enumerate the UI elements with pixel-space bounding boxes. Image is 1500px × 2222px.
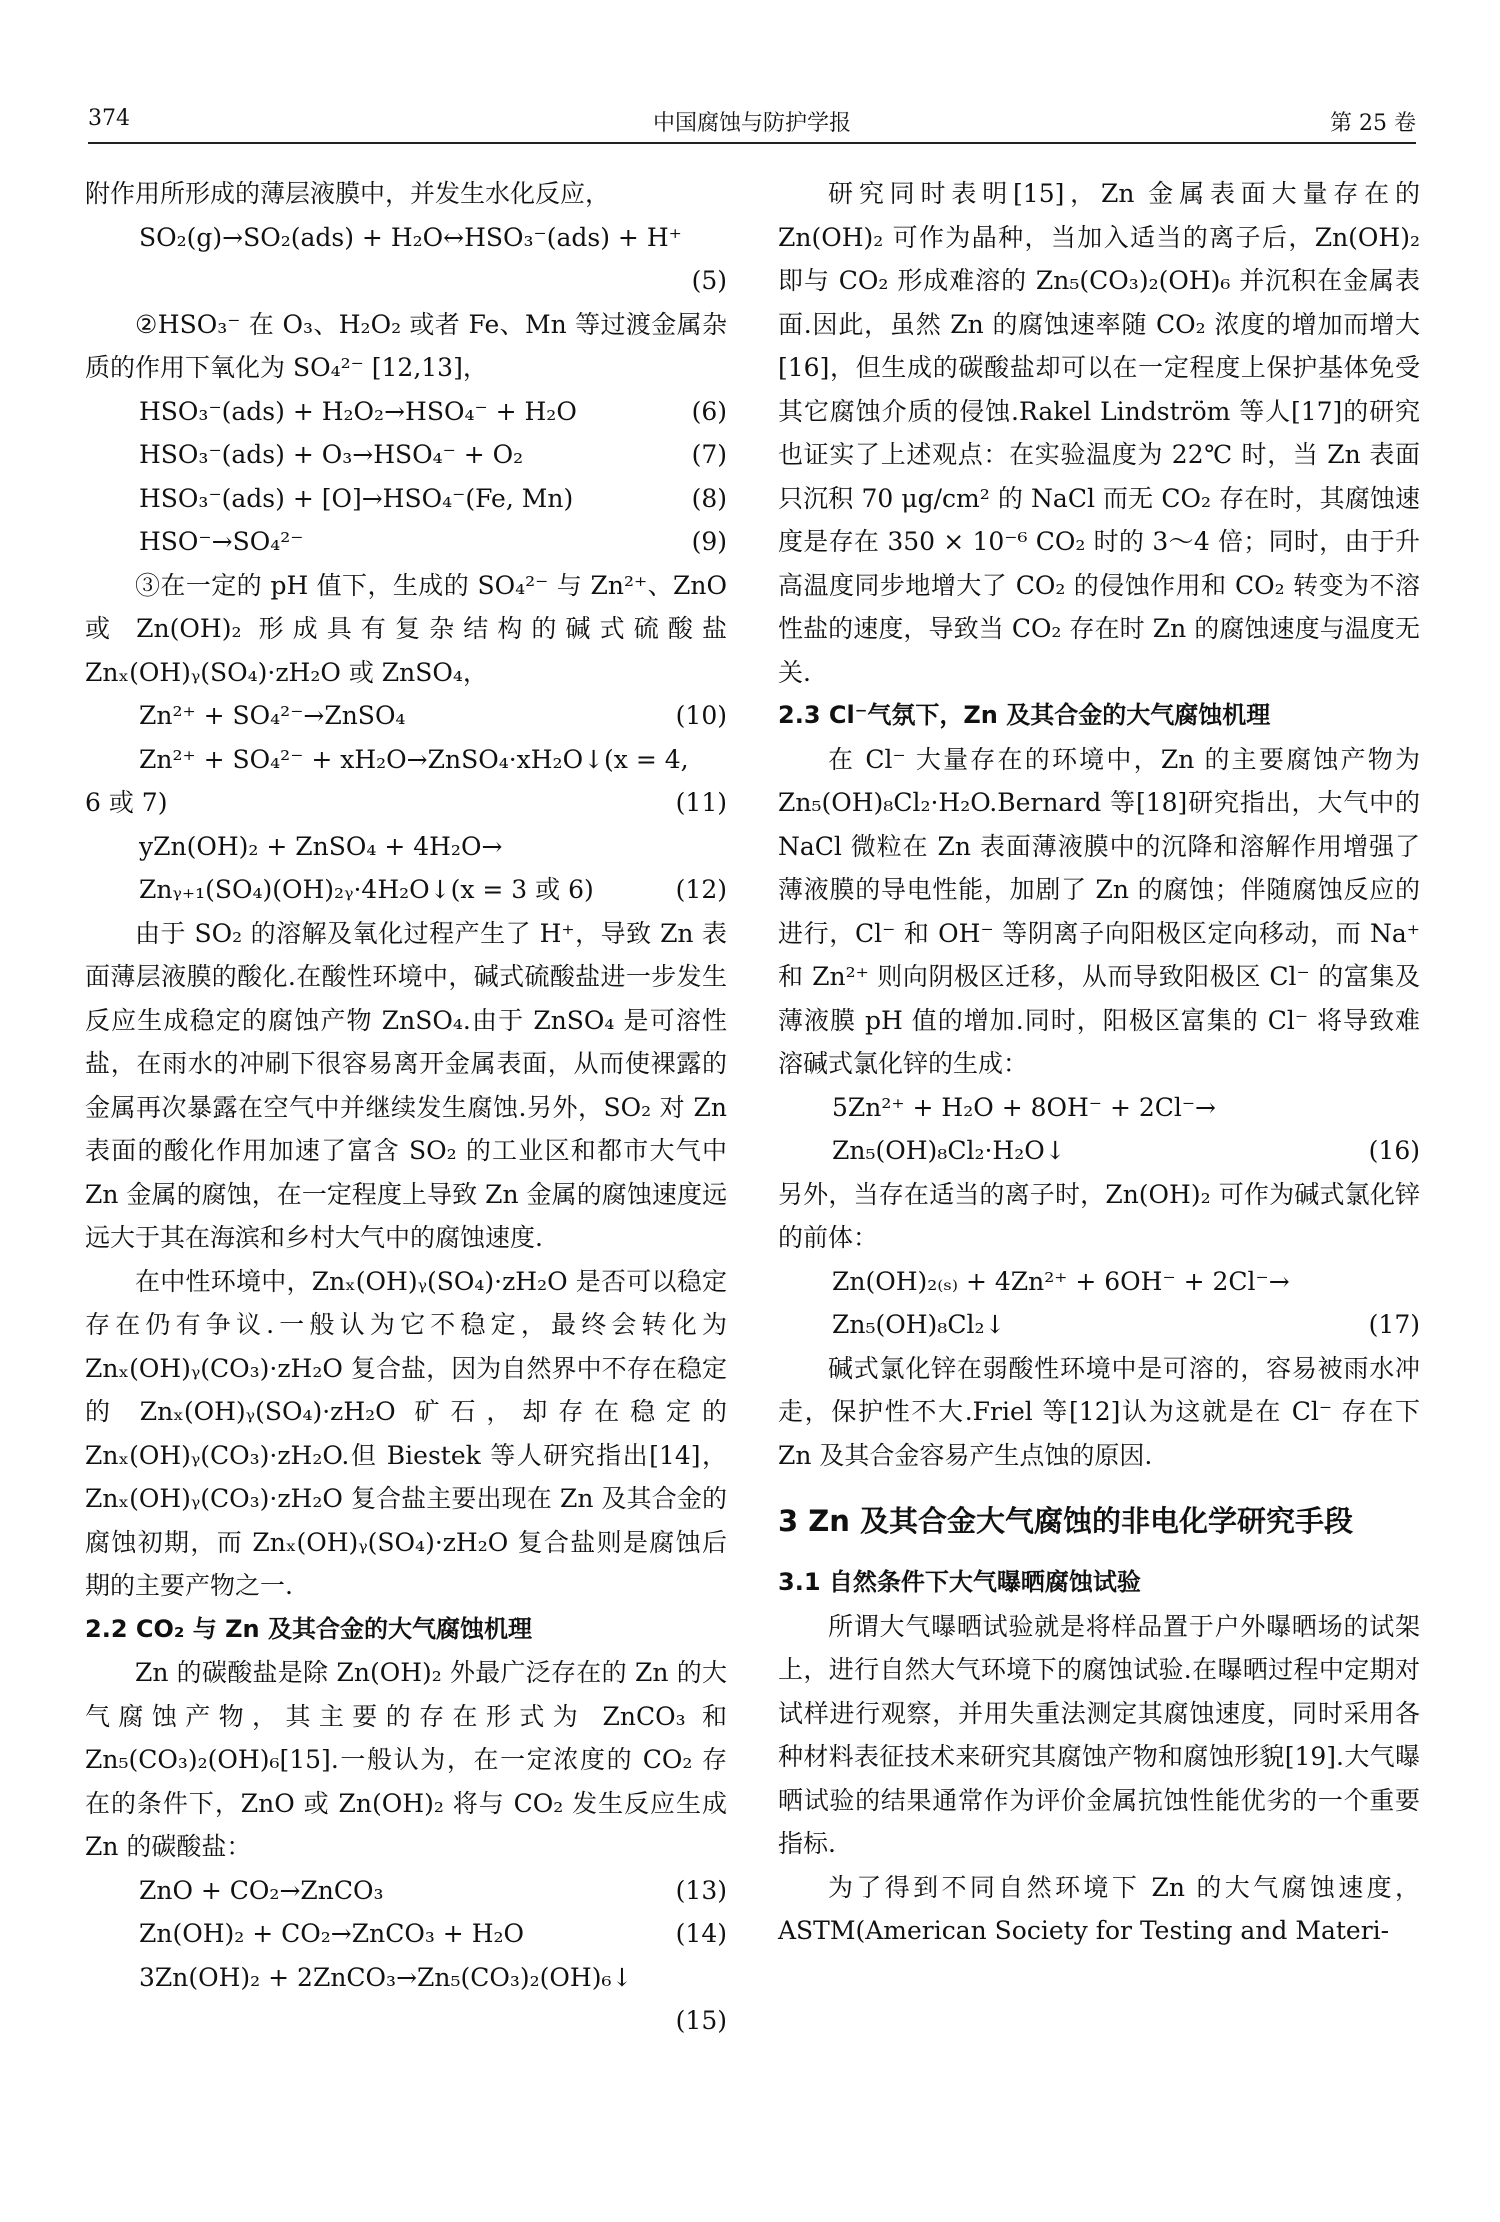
equation-6: HSO₃⁻(ads) + H₂O₂→HSO₄⁻ + H₂O (6)	[139, 396, 727, 426]
paragraph-basic-sulfate: ③在一定的 pH 值下，生成的 SO₄²⁻ 与 Zn²⁺、ZnO 或 Zn(OH)₂ 形成具有复杂结构的碱式硫酸盐 Znₓ(OH)ᵧ(SO₄)·zH₂O 或 ZnSO₄，	[85, 570, 727, 687]
paragraph-precursor: 另外，当存在适当的离子时，Zn(OH)₂ 可作为碱式氯化锌的前体：	[778, 1179, 1420, 1252]
equation-11: Zn²⁺ + SO₄²⁻ + xH₂O→ZnSO₄·xH₂O↓(x = 4,	[139, 744, 689, 774]
equation-14: Zn(OH)₂ + CO₂→ZnCO₃ + H₂O (14)	[139, 1919, 727, 1948]
left-column	[85, 172, 727, 2043]
paragraph-acidification: 由于 SO₂ 的溶解及氧化过程产生了 H⁺，导致 Zn 表面薄层液膜的酸化.在酸性环境中，碱式硫酸盐进一步发生反应生成稳定的腐蚀产物 ZnSO₄.由于 ZnSO₄ 是可溶性盐，在雨水的冲刷下很容易离开金属表面，从而使裸露的金属再次暴露在空气中并继续发生腐蚀.另外，SO₂ 对 Zn 表面的酸化作用加速了富含 SO₂ 的工业区和都市大气中 Zn 金属的腐蚀，在一定程度上导致 Zn 金属的腐蚀速度远远大于其在海滨和乡村大气中的腐蚀速度.	[85, 918, 727, 1252]
equation-7: HSO₃⁻(ads) + O₃→HSO₄⁻ + O₂ (7)	[139, 440, 727, 469]
journal-title: 中国腐蚀与防护学报	[652, 111, 851, 136]
equation-10: Zn²⁺ + SO₄²⁻→ZnSO₄ (10)	[139, 701, 727, 730]
equation-11-cont: 6 或 7) (11)	[85, 788, 727, 817]
equation-9: HSO⁻→SO₄²⁻ (9)	[139, 527, 727, 556]
paragraph-oxidation: ②HSO₃⁻ 在 O₃、H₂O₂ 或者 Fe、Mn 等过渡金属杂质的作用下氧化为 SO₄²⁻ [12,13]，	[85, 309, 727, 382]
equation-8: HSO₃⁻(ads) + [O]→HSO₄⁻(Fe, Mn) (8)	[139, 483, 727, 513]
section-3-1-heading: 3.1 自然条件下大气曝晒腐蚀试验	[778, 1568, 1141, 1596]
running-header	[88, 98, 1416, 144]
equation-12-line1: yZn(OH)₂ + ZnSO₄ + 4H₂O→	[139, 831, 503, 861]
equation-5-number: (5)	[691, 266, 727, 295]
equation-15: 3Zn(OH)₂ + 2ZnCO₃→Zn₅(CO₃)₂(OH)₆↓	[139, 1962, 633, 1992]
equation-16-line2: Zn₅(OH)₈Cl₂·H₂O↓ (16)	[832, 1136, 1420, 1165]
paragraph-continuation: 附作用所形成的薄层液膜中，并发生水化反应，	[85, 179, 611, 208]
equation-17-line2: Zn₅(OH)₈Cl₂↓ (17)	[832, 1310, 1420, 1339]
paragraph-exposure: 所谓大气曝晒试验就是将样品置于户外曝晒场的试架上，进行自然大气环境下的腐蚀试验.在曝晒过程中定期对试样进行观察，并用失重法测定其腐蚀速度，同时采用各种材料表征技术来研究其腐蚀产物和腐蚀形貌[19].大气曝晒试验的结果通常作为评价金属抗蚀性能优劣的一个重要指标.	[778, 1611, 1420, 1858]
equation-5: SO₂(g)→SO₂(ads) + H₂O↔HSO₃⁻(ads) + H⁺	[139, 222, 682, 252]
equation-17-line1: Zn(OH)₂₍ₛ₎ + 4Zn²⁺ + 6OH⁻ + 2Cl⁻→	[832, 1266, 1290, 1296]
section-2-2-heading: 2.2 CO₂ 与 Zn 及其合金的大气腐蚀机理	[85, 1614, 532, 1643]
paragraph-chloride: 在 Cl⁻ 大量存在的环境中，Zn 的主要腐蚀产物为 Zn₅(OH)₈Cl₂·H₂O.Bernard 等[18]研究指出，大气中的 NaCl 微粒在 Zn 表面薄液膜中的沉降和溶解作用增强了薄液膜的导电性能，加剧了 Zn 的腐蚀；伴随腐蚀反应的进行，Cl⁻ 和 OH⁻ 等阴离子向阳极区定向移动，而 Na⁺ 和 Zn²⁺ 则向阴极区迁移，从而导致阳极区 Cl⁻ 的富集及薄液膜 pH 值的增加.同时，阳极区富集的 Cl⁻ 将导致难溶碱式氯化锌的生成：	[778, 744, 1420, 1078]
paragraph-carbonate: Zn 的碳酸盐是除 Zn(OH)₂ 外最广泛存在的 Zn 的大气腐蚀产物，其主要的存在形式为 ZnCO₃ 和 Zn₅(CO₃)₂(OH)₆[15].一般认为，在一定浓度的 CO₂ 存在的条件下，ZnO 或 Zn(OH)₂ 将与 CO₂ 发生反应生成 Zn 的碳酸盐：	[85, 1658, 727, 1861]
paragraph-astm: 为了得到不同自然环境下 Zn 的大气腐蚀速度，ASTM(American Society for Testing and Materi-	[778, 1872, 1420, 1945]
equation-12-line2: Znᵧ₊₁(SO₄)(OH)₂ᵧ·4H₂O↓(x = 3 或 6) (12)	[139, 875, 727, 904]
equation-13: ZnO + CO₂→ZnCO₃ (13)	[139, 1875, 727, 1905]
paragraph-neutral: 在中性环境中，Znₓ(OH)ᵧ(SO₄)·zH₂O 是否可以稳定存在仍有争议.一般认为它不稳定，最终会转化为 Znₓ(OH)ᵧ(CO₃)·zH₂O 复合盐，因为自然界中不存在稳定的 Znₓ(OH)ᵧ(SO₄)·zH₂O 矿石，却存在稳定的 Znₓ(OH)ᵧ(CO₃)·zH₂O.但 Biestek 等人研究指出[14]，Znₓ(OH)ᵧ(CO₃)·zH₂O 复合盐主要出现在 Zn 及其合金的腐蚀初期，而 Znₓ(OH)ᵧ(SO₄)·zH₂O 复合盐则是腐蚀后期的主要产物之一.	[85, 1266, 727, 1600]
paragraph-soluble: 碱式氯化锌在弱酸性环境中是可溶的，容易被雨水冲走，保护性不大.Friel 等[12]认为这就是在 Cl⁻ 存在下 Zn 及其合金容易产生点蚀的原因.	[778, 1353, 1420, 1470]
equation-15-number: (15)	[675, 2006, 727, 2035]
equation-16-line1: 5Zn²⁺ + H₂O + 8OH⁻ + 2Cl⁻→	[832, 1092, 1217, 1122]
page-number: 374	[88, 106, 130, 131]
right-column	[778, 172, 1420, 1953]
section-2-3-heading: 2.3 Cl⁻气氛下，Zn 及其合金的大气腐蚀机理	[778, 701, 1271, 729]
paragraph-research: 研究同时表明[15]，Zn 金属表面大量存在的 Zn(OH)₂ 可作为晶种，当加入适当的离子后，Zn(OH)₂ 即与 CO₂ 形成难溶的 Zn₅(CO₃)₂(OH)₆ 并沉积在金属表面.因此，虽然 Zn 的腐蚀速率随 CO₂ 浓度的增加而增大[16]，但生成的碳酸盐却可以在一定程度上保护基体免受其它腐蚀介质的侵蚀.Rakel Lindström 等人[17]的研究也证实了上述观点：在实验温度为 22℃ 时，当 Zn 表面只沉积 70 μg/cm² 的 NaCl 而无 CO₂ 存在时，其腐蚀速度是存在 350 × 10⁻⁶ CO₂ 时的 3～4 倍；同时，由于升高温度同步地增大了 CO₂ 的侵蚀作用和 CO₂ 转变为不溶性盐的速度，导致当 CO₂ 存在时 Zn 的腐蚀速度与温度无关.	[778, 179, 1420, 687]
section-3-heading: 3 Zn 及其合金大气腐蚀的非电化学研究手段	[778, 1504, 1354, 1538]
volume-label: 第 25 卷	[1330, 111, 1416, 136]
